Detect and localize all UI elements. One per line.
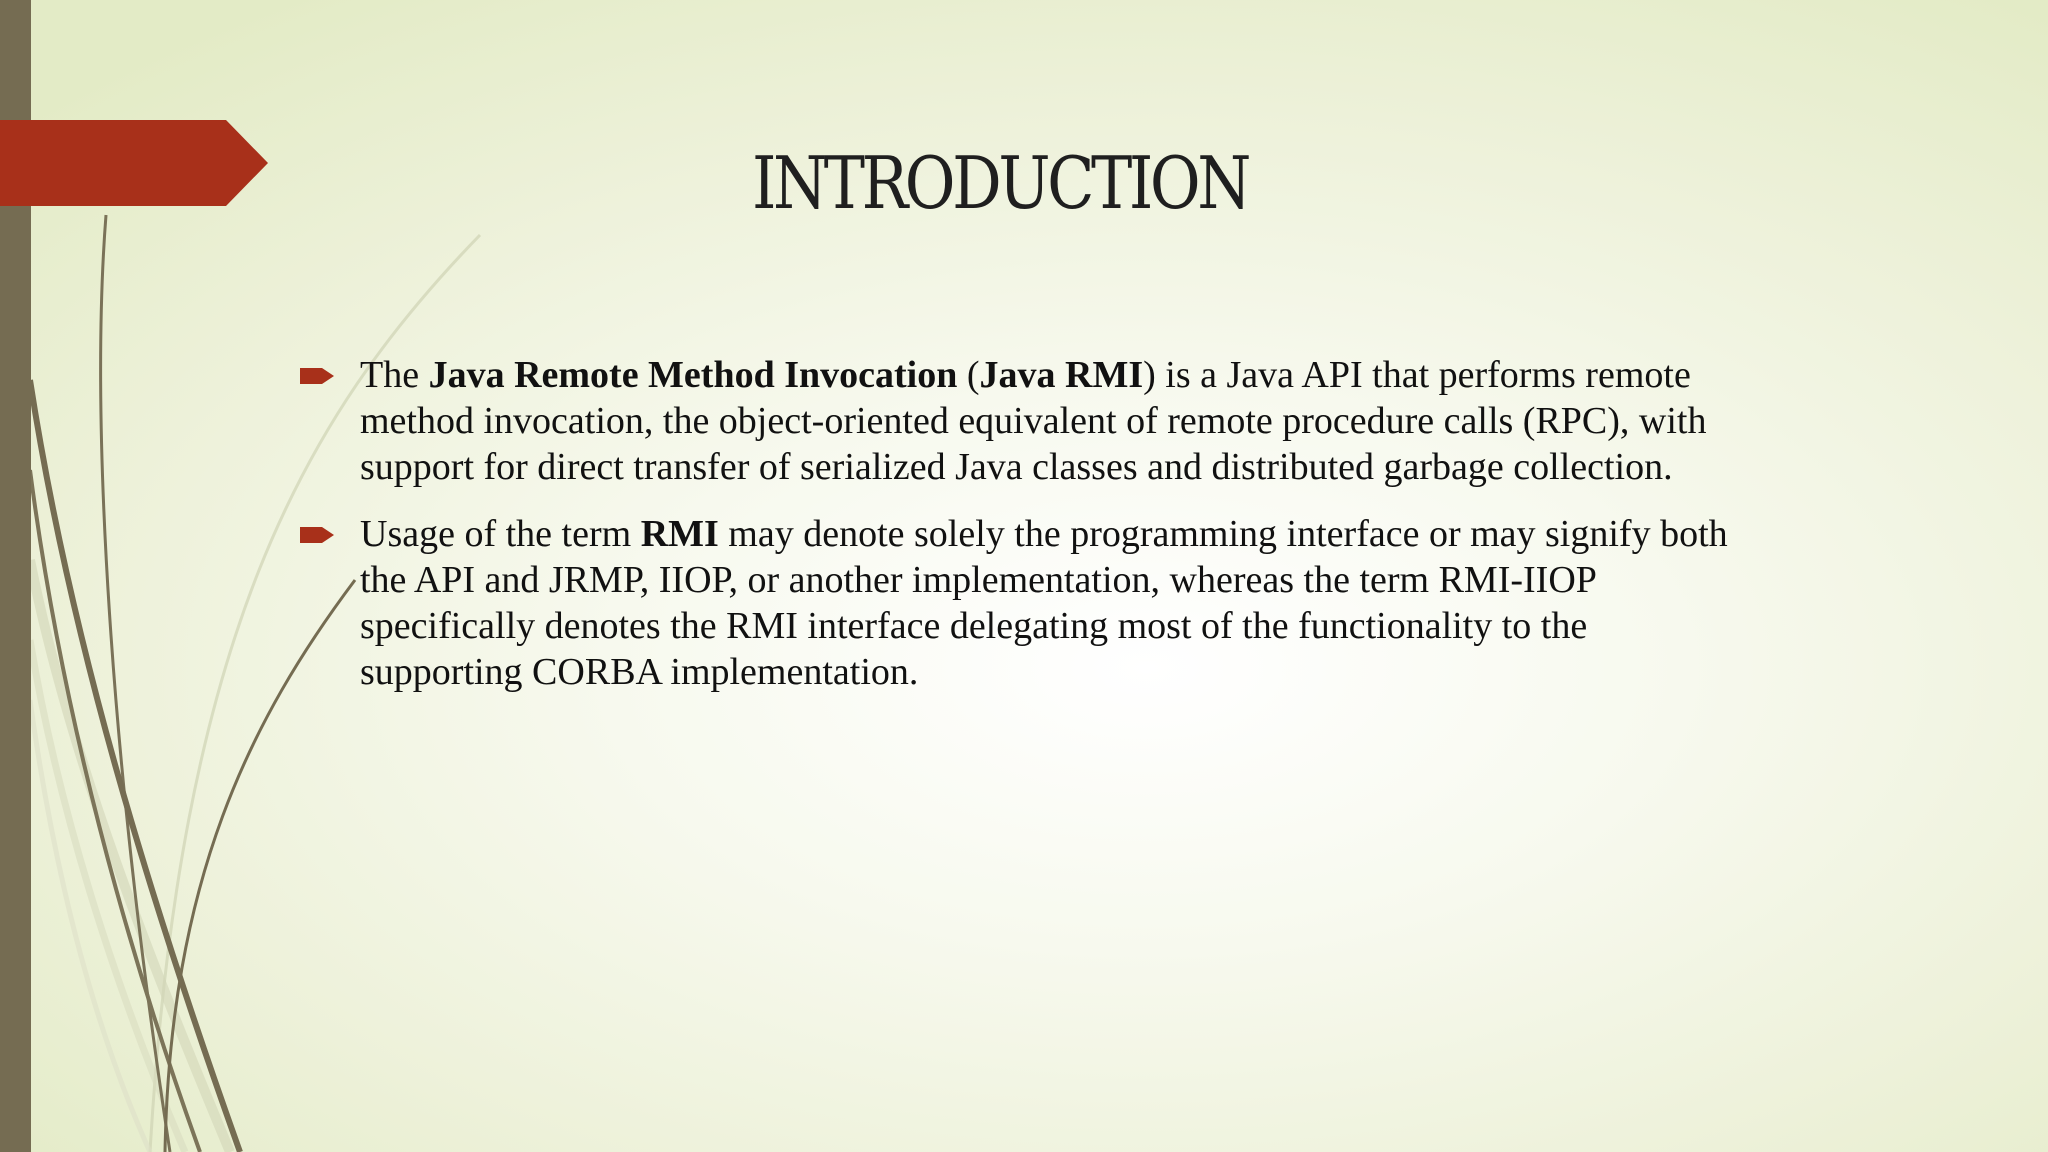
bullet-list xyxy=(300,352,1740,716)
text-run: The xyxy=(360,354,429,396)
title-arrow-banner xyxy=(0,120,270,206)
bullet-text xyxy=(360,354,1706,488)
bullet-text xyxy=(360,513,1728,693)
text-run: Usage of the term xyxy=(360,513,641,555)
bold-term: Java Remote Method Invocation xyxy=(428,354,958,396)
text-run: ) is a Java API that performs remote method invocation, the object-oriented equivalent of remote procedure calls (RPC), with support for direct transfer of serialized Java classes and distributed garbage collection. xyxy=(360,354,1707,488)
arrow-bullet-icon xyxy=(300,365,334,387)
bold-term: RMI xyxy=(640,513,719,555)
bullet-item xyxy=(300,352,1740,490)
text-run: ( xyxy=(957,354,980,396)
text-run: may denote solely the programming interface or may signify both the API and JRMP, IIOP, or another implementation, whereas the term RMI-IIOP specifically denotes the RMI interface delegating most of the functionality to the supporting CORBA implementation. xyxy=(360,513,1728,693)
arrow-bullet-icon xyxy=(300,524,334,546)
slide-title: INTRODUCTION xyxy=(752,141,1248,225)
bullet-item xyxy=(300,511,1740,695)
bold-term: Java RMI xyxy=(979,354,1144,396)
